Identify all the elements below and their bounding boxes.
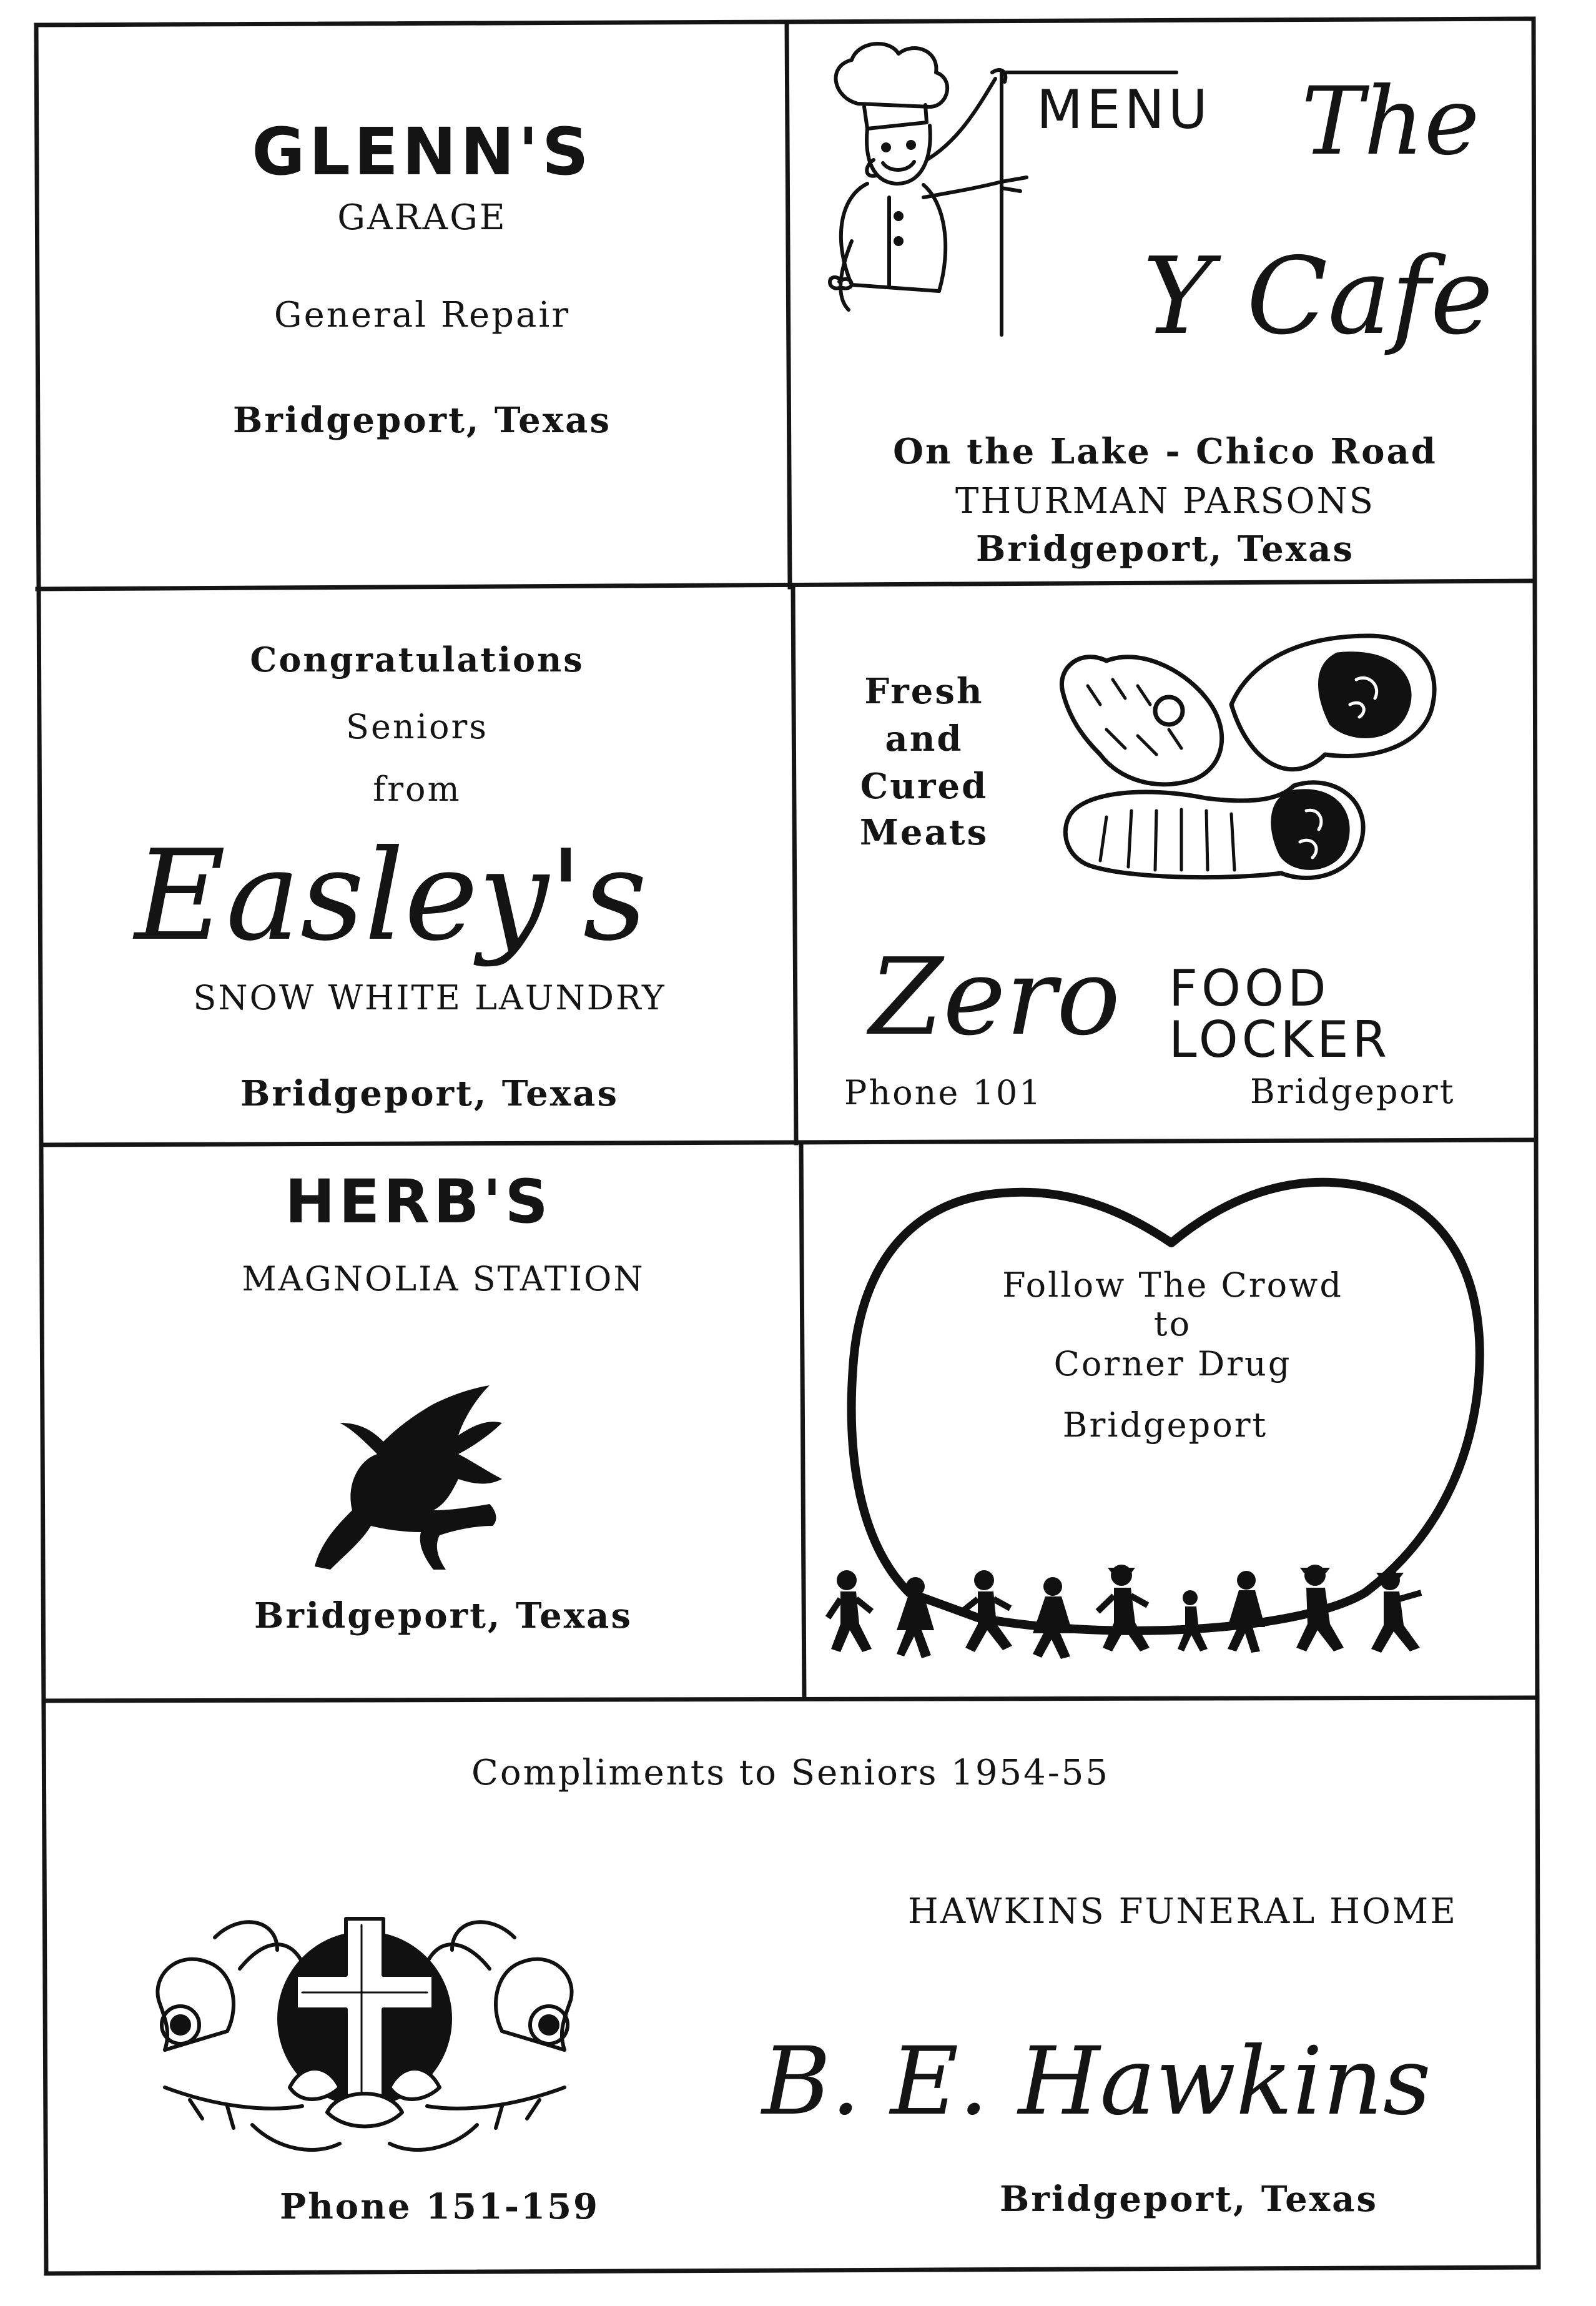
hawkins-name: B. E. Hawkins — [762, 2027, 1431, 2136]
herbs-name: HERB'S — [285, 1167, 552, 1237]
zero-tagline-3: Cured — [860, 766, 988, 807]
meats-illustration — [1044, 611, 1481, 904]
cross-bells-emblem — [115, 1900, 614, 2175]
herbs-business: MAGNOLIA STATION — [242, 1259, 645, 1299]
pegasus-icon — [302, 1385, 515, 1573]
ad-herbs-magnolia — [44, 1148, 800, 1699]
corner-drug-line1: Follow The Crowd — [1002, 1265, 1343, 1305]
ycafe-address: On the Lake - Chico Road — [893, 431, 1437, 472]
zero-name-script: Zero — [869, 936, 1121, 1059]
ycafe-owner: THURMAN PARSONS — [955, 481, 1375, 522]
ad-y-cafe — [789, 22, 1534, 585]
hawkins-location: Bridgeport, Texas — [1000, 2179, 1378, 2220]
zero-tagline-1: Fresh — [864, 671, 984, 712]
corner-drug-line4: Bridgeport — [1062, 1405, 1268, 1445]
corner-drug-line2: to — [1153, 1304, 1192, 1344]
ad-zero-food-locker — [794, 586, 1536, 1139]
easleys-greeting-2: Seniors — [345, 707, 489, 746]
easleys-greeting-3: from — [373, 769, 461, 809]
herbs-location: Bridgeport, Texas — [254, 1595, 633, 1636]
zero-location: Bridgeport — [1250, 1072, 1456, 1111]
easleys-business: SNOW WHITE LAUNDRY — [193, 978, 666, 1017]
zero-tagline-2: and — [885, 718, 963, 760]
ad-hawkins-funeral-home — [47, 1703, 1537, 2267]
ad-corner-drug — [803, 1143, 1535, 1696]
ad-easleys-laundry — [41, 592, 793, 1142]
glenns-location: Bridgeport, Texas — [233, 400, 611, 441]
menu-sign: MENU — [1037, 79, 1211, 141]
hawkins-phone: Phone 151-159 — [279, 2186, 600, 2227]
ycafe-name-line2: Y Cafe — [1143, 235, 1494, 359]
ycafe-name-line1: The — [1301, 67, 1480, 176]
ycafe-location: Bridgeport, Texas — [976, 528, 1354, 570]
hawkins-business: HAWKINS FUNERAL HOME — [907, 1891, 1458, 1932]
zero-name-line1: FOOD — [1169, 959, 1330, 1017]
corner-drug-line3: Corner Drug — [1053, 1344, 1292, 1383]
zero-phone: Phone 101 — [844, 1073, 1043, 1112]
zero-name-line2: LOCKER — [1169, 1011, 1391, 1069]
easleys-name: Easley's — [134, 823, 648, 969]
ad-glenns-garage — [40, 27, 787, 587]
easleys-greeting-1: Congratulations — [250, 640, 584, 680]
easleys-location: Bridgeport, Texas — [240, 1073, 619, 1114]
glenns-service: General Repair — [273, 295, 571, 335]
glenns-name: GLENN'S — [252, 114, 593, 190]
hawkins-compliments: Compliments to Seniors 1954-55 — [471, 1753, 1110, 1793]
glenns-type: GARAGE — [337, 197, 507, 238]
zero-tagline-4: Meats — [859, 812, 989, 853]
